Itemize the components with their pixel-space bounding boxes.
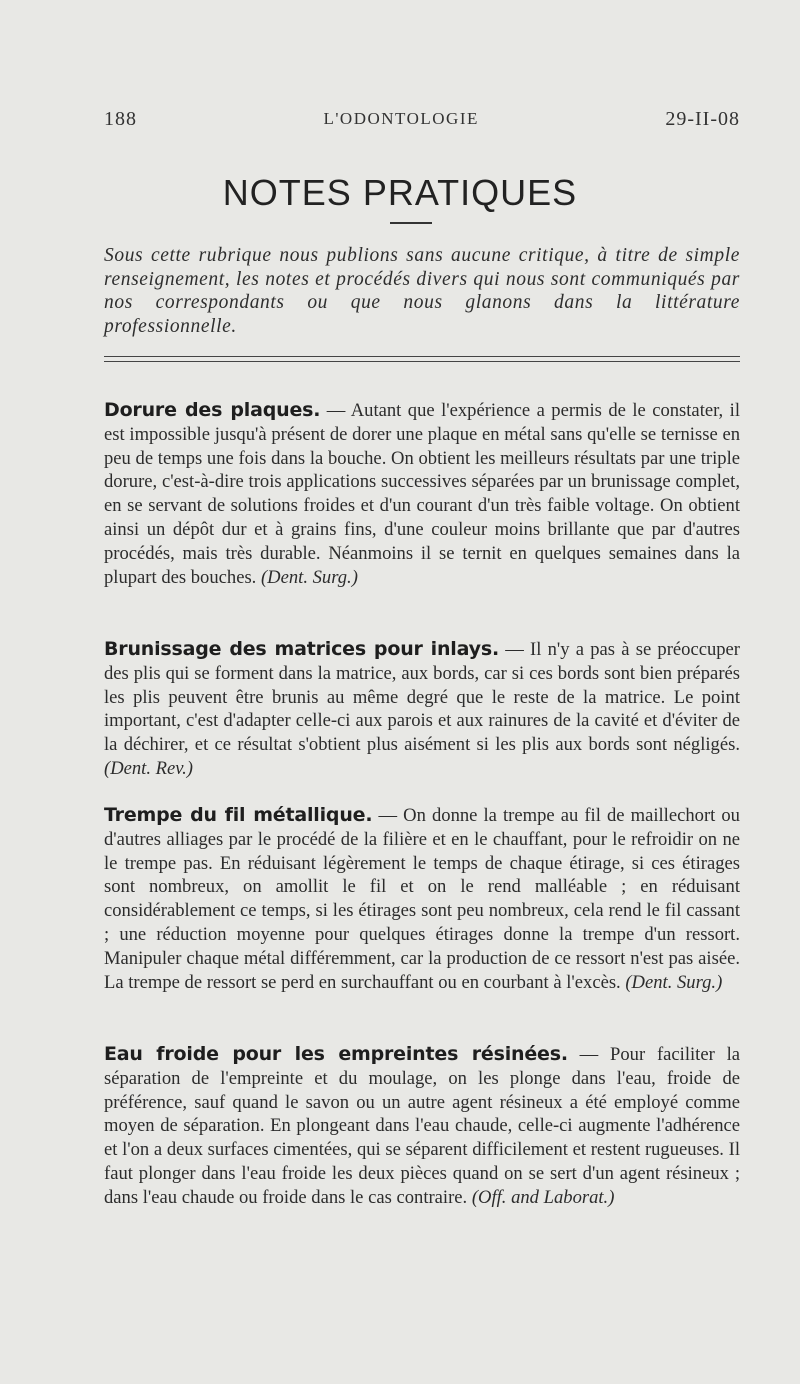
note-source: (Dent. Rev.) [104,757,193,779]
note-body: — Autant que l'expérience a permis de le constater, il est impossible jusqu'à présent de dorer une plaque en métal sans qu'elle se ternisse en peu de temps une fois dans la bouche. On obtient les meilleurs résultats par une triple dorure, c'est-à-dire trois applications successives séparées par un brunissage complet, en se servant de solutions froides et d'un courant d'un très faible voltage. On obtient ainsi un dépôt dur et à grains fins, d'une couleur moins brillante que par d'autres procédés, mais très durable. Néanmoins il se ternit en quelques semaines dans la plupart des bouches. [104,400,740,588]
note-source: (Off. and Laborat.) [471,1186,615,1208]
note-brunissage-des-matrices [104,638,740,781]
note-source: (Dent. Surg.) [625,971,723,993]
page-title: NOTES PRATIQUES [222,172,578,213]
note-body: — Il n'y a pas à se préoccuper des plis qui se forment dans la matrice, aux bords, car si ces bords sont bien préparés les plis peuvent être brunis au même degré que le reste de la matrice. Le point important, c'est d'adapter celle-ci aux parois et aux rainures de la cavité et d'éviter de la déchirer, et ce résultat s'obtient plus aisément si les plis aux bords sont négligés. [104,639,740,756]
running-header [104,104,740,134]
note-body: — Pour faciliter la séparation de l'empreinte et du moulage, on les plonge dans l'eau, froide de préférence, sauf quand le savon ou un autre agent résineux a été employé comme moyen de séparation. En plongeant dans l'eau chaude, celle-ci augmente l'adhérence et l'on a deux surfaces cimentées, qui se séparent difficilement et restent rugueuses. Il faut plonger dans l'eau froide les deux pièces quand on se sert d'un agent résineux ; dans l'eau chaude ou froide dans le cas contraire. [104,1044,740,1208]
note-heading: Brunissage des matrices pour inlays. [104,638,499,660]
note-dorure-des-plaques [104,399,740,589]
note-trempe-du-fil [104,804,740,994]
note-heading: Trempe du fil métallique. [104,804,373,826]
section-divider [104,356,740,362]
note-eau-froide-empreintes [104,1043,740,1210]
note-heading: Eau froide pour les empreintes résinées. [104,1043,568,1065]
title-underline [390,222,432,224]
intro-paragraph: Sous cette rubrique nous publions sans aucune critique, à titre de simple renseignement, les notes et procédés divers qui nous sont communiqués par nos correspondants ou que nous glanons dans la littérature professionnelle. [104,245,740,337]
note-source: (Dent. Surg.) [260,566,358,588]
note-heading: Dorure des plaques. [104,399,321,421]
note-body: — On donne la trempe au fil de maillechort ou d'autres alliages par le procédé de la filière et en le chauffant, pour le refroidir on ne le trempe pas. En réduisant légèrement le temps de chaque étirage, si ces étirages sont nombreux, on amollit le fil et on le rend malléable ; en réduisant considérablement ce temps, si les étirages sont peu nombreux, cela rend le fil cassant ; une réduction moyenne pour quelques étirages donne la trempe d'un ressort. Manipuler chaque métal différemment, car la production de ce ressort n'est pas aisée. La trempe de ressort se perd en surchauffant ou en courbant à l'excès. [104,805,740,993]
journal-name: L'ODONTOLOGIE [323,109,479,128]
issue-date: 29-II-08 [665,107,740,130]
page-number: 188 [104,107,137,130]
